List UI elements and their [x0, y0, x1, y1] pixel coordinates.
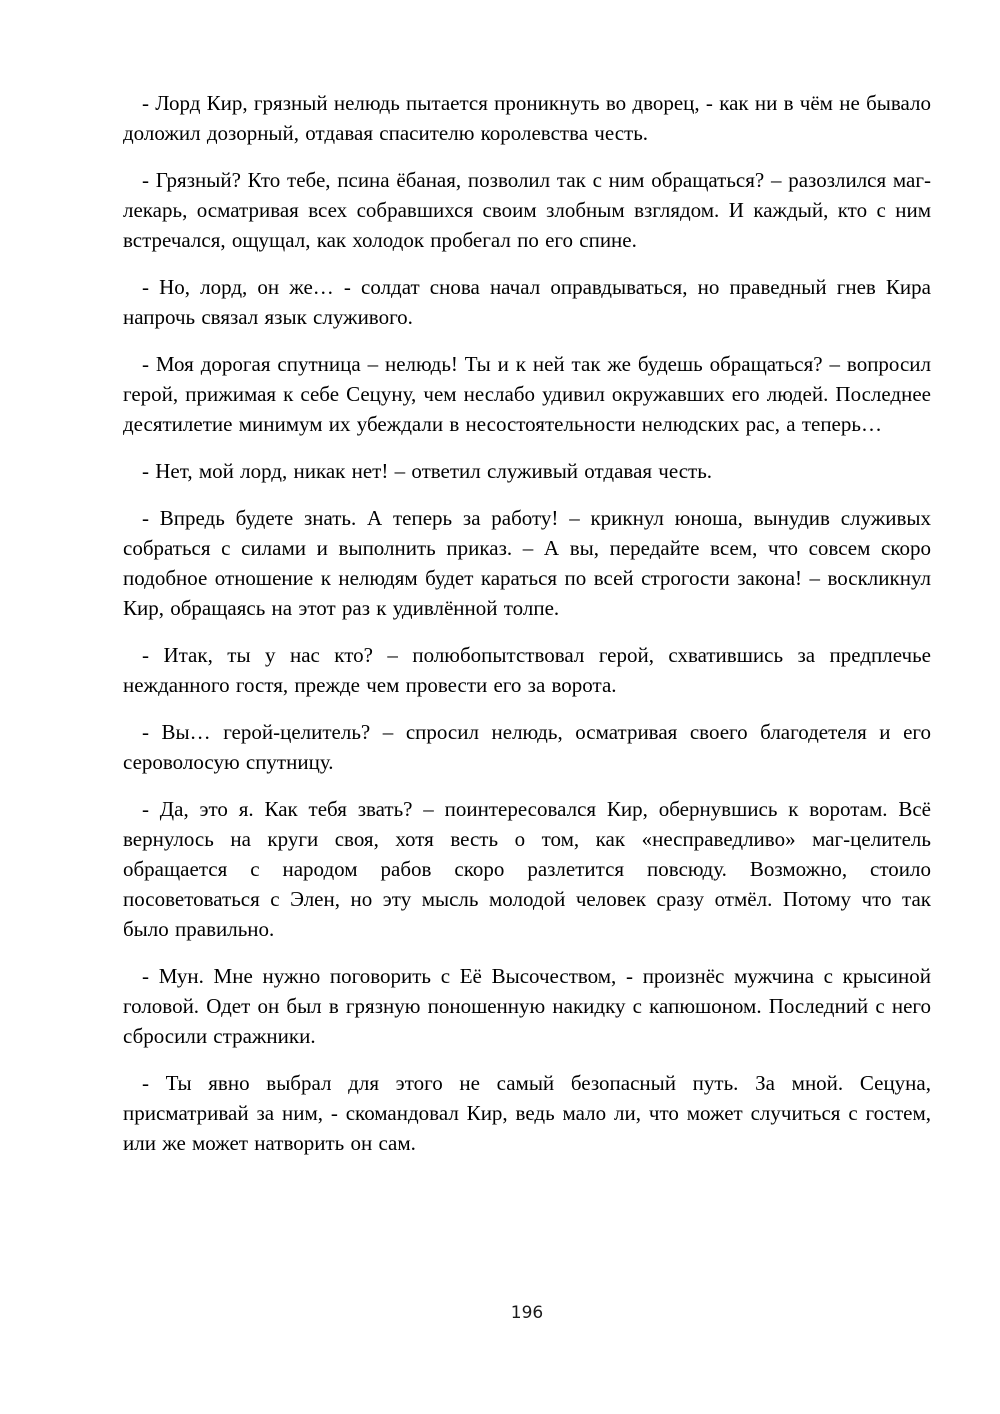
paragraph: - Да, это я. Как тебя звать? – поинтересовался Кир, обернувшись к воротам. Всё вернулось на круги своя, хотя весть о том, как «несправедливо» маг-целитель обращается с народом рабов скоро разлетится повсюду. Возможно, стоило посоветоваться с Элен, но эту мысль молодой человек сразу отмёл. Потому что так было правильно. — [123, 797, 931, 941]
page-footer — [123, 1303, 931, 1323]
page-number: 196 — [510, 1303, 544, 1323]
paragraph: - Впредь будете знать. А теперь за работу! – крикнул юноша, вынудив служивых собраться с силами и выполнить приказ. – А вы, передайте всем, что совсем скоро подобное отношение к нелюдям будет караться по всей строгости закона! – воскликнул Кир, обращаясь на этот раз к удивлённой толпе. — [123, 506, 931, 620]
paragraph: - Но, лорд, он же… - солдат снова начал оправдываться, но праведный гнев Кира напрочь связал язык служивого. — [123, 275, 931, 329]
paragraph: - Лорд Кир, грязный нелюдь пытается проникнуть во дворец, - как ни в чём не бывало доложил дозорный, отдавая спасителю королевства честь. — [123, 91, 931, 145]
paragraph: - Вы… герой-целитель? – спросил нелюдь, осматривая своего благодетеля и его сероволосую спутницу. — [123, 720, 931, 774]
paragraph: - Ты явно выбрал для этого не самый безопасный путь. За мной. Сецуна, присматривай за ним, - скомандовал Кир, ведь мало ли, что может случиться с гостем, или же может натворить он сам. — [123, 1071, 931, 1155]
paragraph: - Грязный? Кто тебе, псина ёбаная, позволил так с ним обращаться? – разозлился маг-лекарь, осматривая всех собравшихся своим злобным взглядом. И каждый, кто с ним встречался, ощущал, как холодок пробегал по его спине. — [123, 168, 931, 252]
paragraph: - Нет, мой лорд, никак нет! – ответил служивый отдавая честь. — [142, 459, 713, 483]
text-block — [123, 88, 931, 1175]
paragraph: - Итак, ты у нас кто? – полюбопытствовал герой, схватившись за предплечье нежданного гостя, прежде чем провести его за ворота. — [123, 643, 931, 697]
paragraph: - Моя дорогая спутница – нелюдь! Ты и к ней так же будешь обращаться? – вопросил герой, прижимая к себе Сецуну, чем неслабо удивил окружавших его людей. Последнее десятилетие минимум их убеждали в несостоятельности нелюдских рас, а теперь… — [123, 352, 931, 436]
paragraph: - Мун. Мне нужно поговорить с Её Высочеством, - произнёс мужчина с крысиной головой. Одет он был в грязную поношенную накидку с капюшоном. Последний с него сбросили стражники. — [123, 964, 931, 1048]
